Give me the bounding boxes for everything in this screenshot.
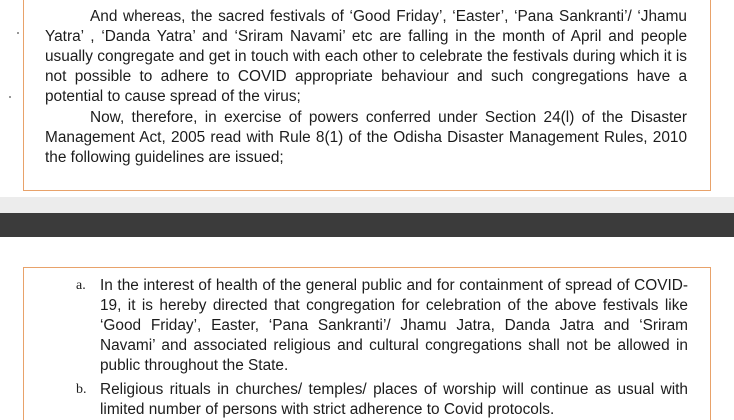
scan-speck: [9, 96, 11, 98]
list-item: [76, 380, 688, 420]
list-item: [76, 276, 688, 376]
page-gap: [0, 197, 734, 213]
paragraph-now-therefore: Now, therefore, in exercise of powers conferred under Section 24(l) of the Disaster Management Act, 2005 read with Rule 8(1) of the Odisha Disaster Management Rules, 2010 the following guidelines are issued;: [45, 109, 687, 166]
list-marker: b.: [76, 382, 87, 397]
document-page-top: [0, 0, 734, 197]
list-item-text: In the interest of health of the general public and for containment of spread of COVID-19, it is hereby directed that congregation for celebration of the above festivals like ‘Good Friday’, Easter, ‘Pana Sankranti’/ Jhamu Jatra, Danda Jatra and ‘Sriram Navami’ and associated religious and cultural congregations shall not be allowed in public throughout the State.: [100, 277, 688, 374]
list-marker: a.: [76, 278, 86, 293]
page-separator-bar: [0, 213, 734, 237]
guidelines-list: [76, 276, 688, 420]
paragraph-whereas: And whereas, the sacred festivals of ‘Good Friday’, ‘Easter’, ‘Pana Sankranti’/ ‘Jhamu Yatra’ , ‘Danda Yatra’ and ‘Sriram Navami’ etc are falling in the month of April and people usually congregate and get in touch with each other to celebrate the festivals during which it is not possible to adhere to COVID appropriate behaviour and such congregations have a potential to cause spread of the virus;: [45, 8, 687, 105]
document-page-bottom: [0, 237, 734, 420]
scan-speck: [17, 32, 19, 34]
list-item-text: Religious rituals in churches/ temples/ places of worship will continue as usual with limited number of persons with strict adherence to Covid protocols.: [100, 381, 688, 418]
